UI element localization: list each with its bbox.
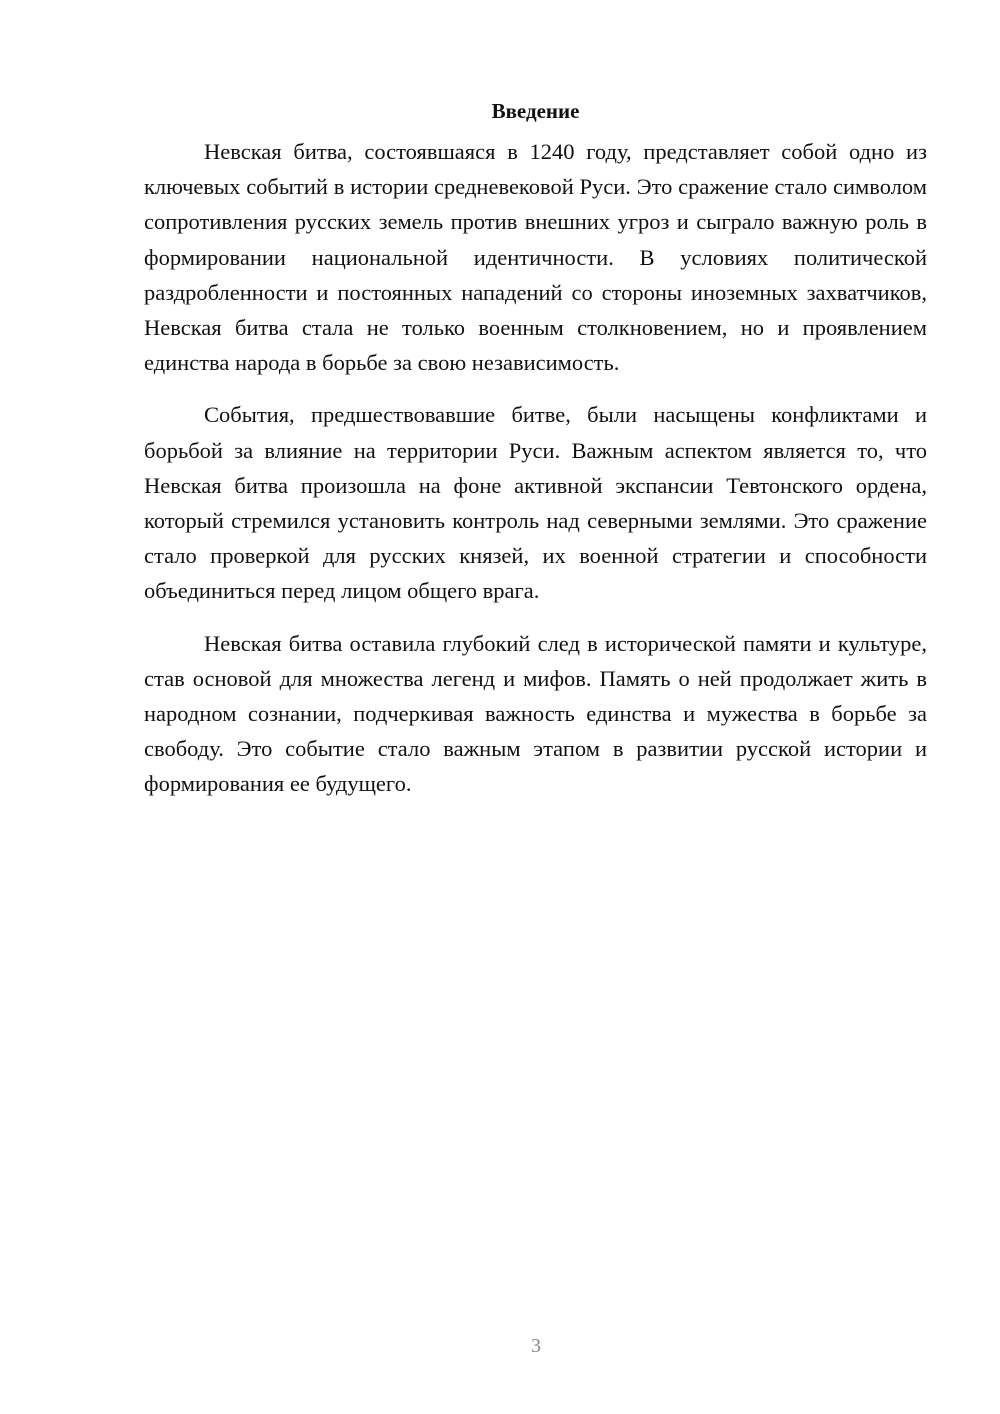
paragraph-2: События, предшествовавшие битве, были насыщены конфликтами и борьбой за влияние на территории Руси. Важным аспектом является то, что Невская битва произошла на фоне активной экспансии Тевтонского ордена, который стремился установить контроль над северными землями. Это сражение стало проверкой для русских князей, их военной стратегии и способности объединиться перед лицом общего врага.: [144, 402, 927, 604]
page-number: 3: [531, 1335, 541, 1357]
paragraph-1: Невская битва, состоявшаяся в 1240 году, представляет собой одно из ключевых событий в истории средневековой Руси. Это сражение стало символом сопротивления русских земель против внешних угроз и сыграло важную роль в формировании национальной идентичности. В условиях политической раздробленности и постоянных нападений со стороны иноземных захватчиков, Невская битва стала не только военным столкновением, но и проявлением единства народа в борьбе за свою независимость.: [144, 139, 927, 376]
paragraph-3: Невская битва оставила глубокий след в исторической памяти и культуре, став основой для множества легенд и мифов. Память о ней продолжает жить в народном сознании, подчеркивая важность единства и мужества в борьбе за свободу. Это событие стало важным этапом в развитии русской истории и формирования ее будущего.: [144, 630, 927, 797]
section-heading: Введение: [491, 99, 580, 123]
page-content: [144, 96, 927, 819]
